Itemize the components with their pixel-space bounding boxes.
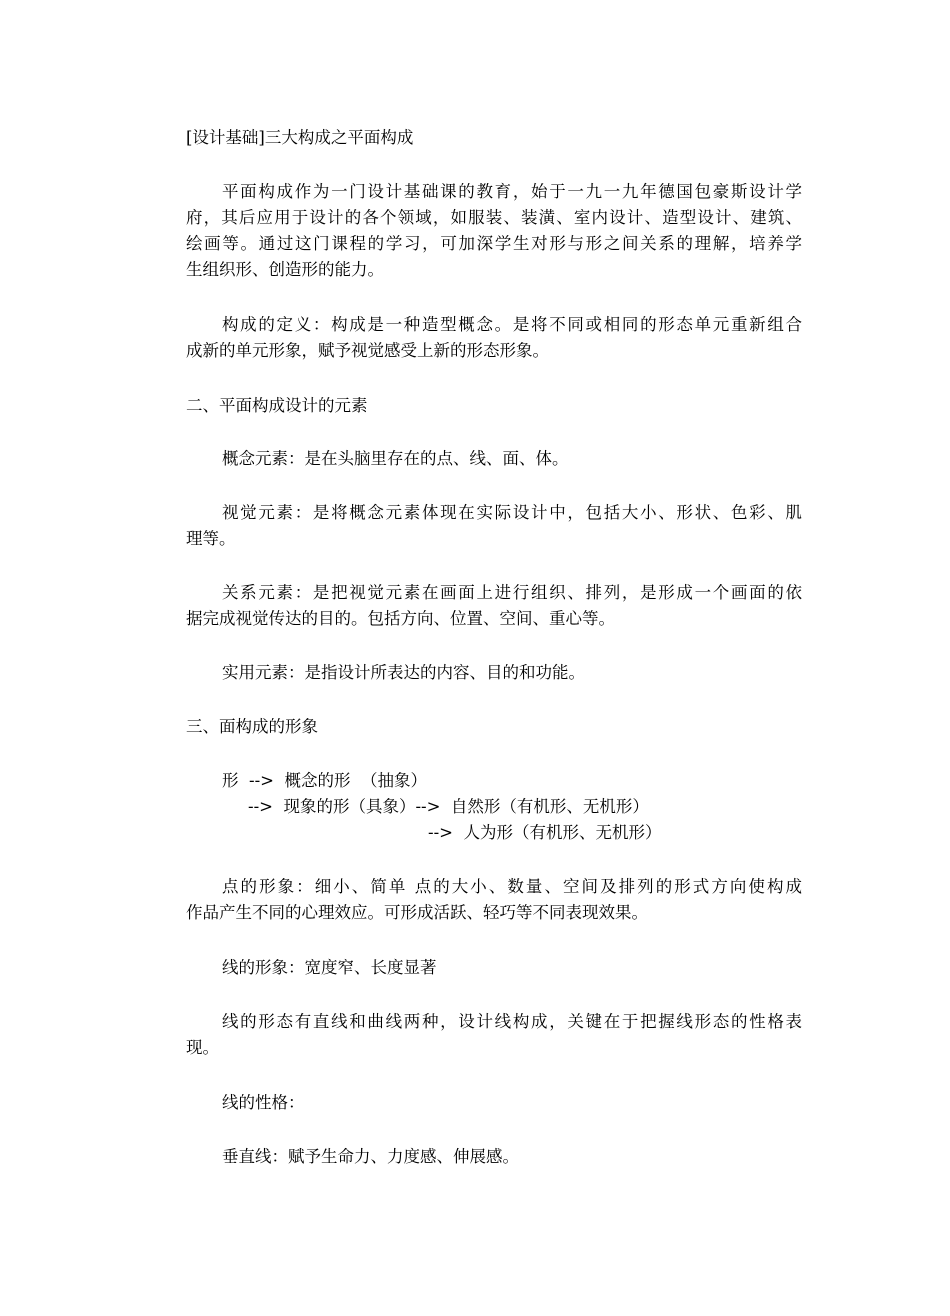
vertical-line-character: 垂直线：赋予生命力、力度感、伸展感。 (222, 1147, 519, 1166)
line-form-line-1: 线的形态有直线和曲线两种，设计线构成，关键在于把握线形态的性格表 (222, 1012, 802, 1031)
relation-element-line-1: 关系元素：是把视觉元素在画面上进行组织、排列，是形成一个画面的依 (222, 583, 802, 602)
document-title: [设计基础]三大构成之平面构成 (186, 128, 414, 147)
visual-element-line-2: 理等。 (186, 529, 236, 548)
shape-tree-line-1: 形 --> 概念的形 （抽象） (222, 771, 427, 790)
relation-element-line-2: 据完成视觉传达的目的。包括方向、位置、空间、重心等。 (186, 609, 615, 628)
intro-line-2: 府，其后应用于设计的各个领域，如服装、装潢、室内设计、造型设计、建筑、 (186, 208, 802, 227)
point-shape-line-2: 作品产生不同的心理效应。可形成活跃、轻巧等不同表现效果。 (186, 903, 648, 922)
point-shape-line-1: 点的形象：细小、简单 点的大小、数量、空间及排列的形式方向使构成 (222, 877, 802, 896)
section-2-heading: 二、平面构成设计的元素 (186, 396, 368, 415)
line-form-line-2: 现。 (186, 1038, 219, 1057)
line-shape: 线的形象：宽度窄、长度显著 (222, 958, 437, 977)
intro-line-1: 平面构成作为一门设计基础课的教育，始于一九一九年德国包豪斯设计学 (222, 182, 802, 201)
definition-line-2: 成新的单元形象，赋予视觉感受上新的形态形象。 (186, 341, 549, 360)
shape-tree-line-2: --> 现象的形（具象）--> 自然形（有机形、无机形） (248, 797, 649, 816)
section-3-heading: 三、面构成的形象 (186, 717, 318, 736)
concept-element: 概念元素：是在头脑里存在的点、线、面、体。 (222, 449, 569, 468)
definition-line-1: 构成的定义：构成是一种造型概念。是将不同或相同的形态单元重新组合 (222, 315, 802, 334)
practical-element: 实用元素：是指设计所表达的内容、目的和功能。 (222, 663, 585, 682)
intro-line-3: 绘画等。通过这门课程的学习，可加深学生对形与形之间关系的理解，培养学 (186, 234, 802, 253)
intro-line-4: 生组织形、创造形的能力。 (186, 260, 384, 279)
visual-element-line-1: 视觉元素：是将概念元素体现在实际设计中，包括大小、形状、色彩、肌 (222, 503, 802, 522)
line-character-heading: 线的性格： (222, 1093, 305, 1112)
shape-tree-line-3: --> 人为形（有机形、无机形） (428, 823, 662, 842)
